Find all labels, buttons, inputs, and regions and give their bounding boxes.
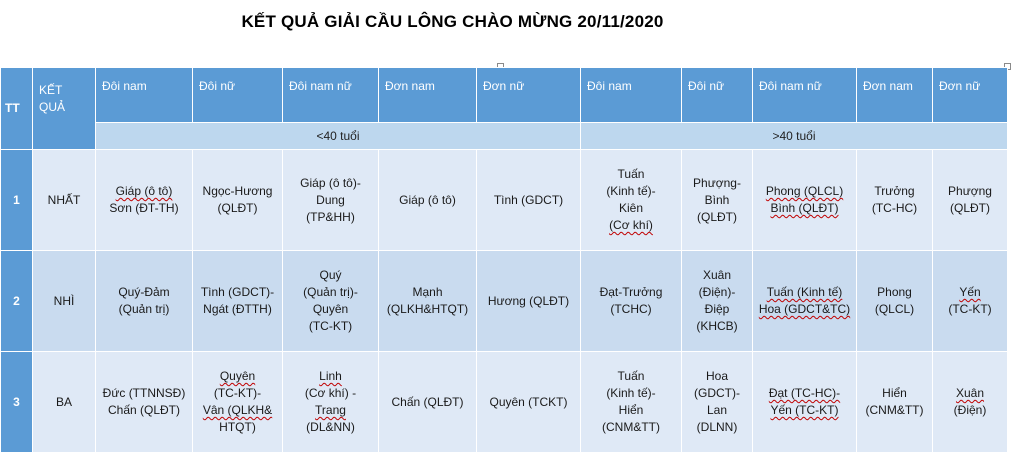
result-cell	[193, 150, 283, 251]
cell-line: Vân (QLKH&	[202, 403, 273, 417]
cell-line: HTQT)	[219, 420, 256, 434]
header-col: Đôi nam nữ	[283, 68, 379, 123]
result-cell	[379, 150, 477, 251]
cell-line: Giáp (ô tô)	[115, 184, 173, 198]
result-cell	[933, 150, 1008, 251]
result-cell	[581, 150, 682, 251]
row-rank: NHẤT	[33, 150, 96, 251]
result-cell	[682, 352, 753, 453]
header-tt: TT	[1, 68, 33, 150]
cell-line: (TCHC)	[610, 302, 652, 316]
cell-line: Quý-Đảm	[118, 285, 170, 299]
cell-line: (CNM&TT)	[602, 420, 660, 434]
cell-line: Tình (GDCT)-	[200, 285, 275, 299]
result-cell	[283, 150, 379, 251]
cell-line: Hoa	[705, 369, 728, 383]
cell-line: Xuân	[955, 386, 985, 400]
cell-line: (Điện)-	[698, 285, 736, 299]
cell-line: Ngọc-Hương	[202, 184, 273, 198]
cell-line: (DLNN)	[696, 420, 738, 434]
result-cell	[581, 251, 682, 352]
cell-line: (Quản trị)-	[303, 285, 358, 299]
result-cell	[477, 352, 581, 453]
result-cell	[753, 352, 857, 453]
cell-line: Trang	[315, 403, 346, 417]
cell-line: Trưởng	[874, 184, 915, 198]
document-title: KẾT QUẢ GIẢI CẦU LÔNG CHÀO MỪNG 20/11/2020	[241, 12, 664, 31]
cell-line: (QLKH&HTQT)	[386, 302, 469, 316]
cell-line: Đạt (TC-HC)-	[768, 386, 841, 400]
header-col: Đơn nam	[857, 68, 933, 123]
cell-line: Bình	[704, 192, 730, 207]
cell-line: (Cơ khí) -	[304, 386, 357, 400]
table-row	[1, 352, 1008, 453]
result-cell	[682, 251, 753, 352]
cell-line: Ngát (ĐTTH)	[203, 302, 272, 316]
cell-line: Quý	[319, 268, 342, 282]
cell-line: (TP&HH)	[306, 209, 355, 224]
cell-line: Tuấn	[617, 369, 645, 383]
result-cell	[193, 352, 283, 453]
result-cell	[283, 352, 379, 453]
result-cell	[283, 251, 379, 352]
result-cell	[857, 150, 933, 251]
age-group-row	[1, 123, 1008, 150]
result-cell	[477, 150, 581, 251]
row-number: 1	[1, 150, 33, 251]
cell-line: Bình (QLĐT)	[770, 201, 839, 215]
result-cell	[857, 352, 933, 453]
cell-line: Mạnh	[412, 285, 443, 299]
cell-line: Chấn (QLĐT)	[107, 403, 181, 417]
result-cell	[96, 150, 193, 251]
row-number: 3	[1, 352, 33, 453]
cell-line: Phượng-	[693, 175, 741, 190]
result-cell	[193, 251, 283, 352]
cell-line: Hoa (GDCT&TC)	[758, 302, 851, 316]
cell-line: Dung	[316, 192, 345, 207]
result-cell	[379, 352, 477, 453]
cell-line: (QLCL)	[874, 302, 915, 316]
cell-line: Yến	[959, 285, 981, 299]
cell-line: Hiển	[618, 403, 644, 417]
header-col: Đơn nữ	[933, 68, 1008, 123]
result-cell	[96, 251, 193, 352]
cell-line: (Kinh tế)-	[606, 184, 656, 198]
result-cell	[581, 352, 682, 453]
table-row	[1, 251, 1008, 352]
cell-line: Sơn (ĐT-TH)	[109, 201, 179, 215]
result-cell	[933, 251, 1008, 352]
result-cell	[96, 352, 193, 453]
cell-line: Đức (TTNNSĐ)	[102, 386, 186, 400]
cell-line: Linh	[319, 369, 342, 383]
cell-line: (TC-HC)	[871, 201, 918, 215]
cell-line: Phượng	[948, 184, 992, 198]
cell-line: Tuấn (Kinh tế)	[766, 285, 843, 299]
cell-line: (Cơ khí)	[609, 218, 653, 232]
cell-line: Điệp	[704, 302, 730, 316]
row-rank: BA	[33, 352, 96, 453]
result-cell	[682, 150, 753, 251]
result-cell	[933, 352, 1008, 453]
cell-line: (TC-KT)	[948, 302, 992, 316]
cell-line: (QLĐT)	[697, 209, 737, 224]
cell-line: (GDCT)-	[694, 386, 740, 400]
header-ket-qua	[33, 68, 96, 150]
header-col: Đôi nam nữ	[753, 68, 857, 123]
table-row	[1, 150, 1008, 251]
header-col: Đôi nam	[96, 68, 193, 123]
cell-line: Đạt-Trưởng	[599, 285, 663, 299]
age-group-over-40: >40 tuổi	[581, 123, 1008, 150]
header-ket-qua-line2: QUẢ	[39, 100, 66, 114]
results-table	[0, 67, 1008, 453]
result-cell	[753, 251, 857, 352]
cell-line: (QLĐT)	[950, 201, 990, 215]
cell-line: Xuân	[702, 268, 732, 282]
cell-line: Phong	[877, 285, 912, 299]
result-cell	[379, 251, 477, 352]
cell-line: Quyên	[219, 369, 256, 383]
header-col: Đôi nữ	[193, 68, 283, 123]
cell-line: Tình (GDCT)	[493, 192, 564, 207]
cell-line: (KHCB)	[696, 319, 738, 333]
age-group-under-40: <40 tuổi	[96, 123, 581, 150]
cell-line: Quyên	[312, 302, 349, 316]
result-cell	[477, 251, 581, 352]
cell-line: (DL&NN)	[306, 420, 355, 434]
cell-line: Lan	[706, 403, 728, 417]
header-col: Đơn nữ	[477, 68, 581, 123]
cell-line: Giáp (ô tô)	[399, 192, 456, 207]
cell-line: (TC-KT)	[308, 319, 353, 333]
cell-line: Phong (QLCL)	[765, 184, 844, 198]
cell-line: Hương (QLĐT)	[487, 293, 570, 308]
header-col: Đơn nam	[379, 68, 477, 123]
cell-line: (Kinh tế)-	[606, 386, 656, 400]
header-col: Đôi nữ	[682, 68, 753, 123]
cell-line: Giáp (ô tô)-	[300, 175, 361, 190]
cell-line: Quyên (TCKT)	[489, 394, 568, 409]
results-table-wrapper	[0, 67, 1011, 453]
cell-line: Tuấn	[617, 167, 645, 181]
result-cell	[753, 150, 857, 251]
cell-line: Yến (TC-KT)	[770, 403, 839, 417]
header-ket-qua-line1: KẾT	[39, 83, 63, 97]
cell-line: (Điện)	[953, 403, 987, 417]
cell-line: (TC-KT)-	[213, 386, 262, 400]
row-number: 2	[1, 251, 33, 352]
cell-line: Chấn (QLĐT)	[391, 394, 464, 409]
cell-line: (CNM&TT)	[865, 403, 924, 417]
header-col: Đôi nam	[581, 68, 682, 123]
cell-line: Kiên	[618, 201, 644, 215]
cell-line: Hiển	[882, 386, 907, 400]
result-cell	[857, 251, 933, 352]
cell-line: (Quản trị)	[118, 302, 170, 316]
cell-line: (QLĐT)	[217, 201, 258, 215]
row-rank: NHÌ	[33, 251, 96, 352]
header-row	[1, 68, 1008, 123]
